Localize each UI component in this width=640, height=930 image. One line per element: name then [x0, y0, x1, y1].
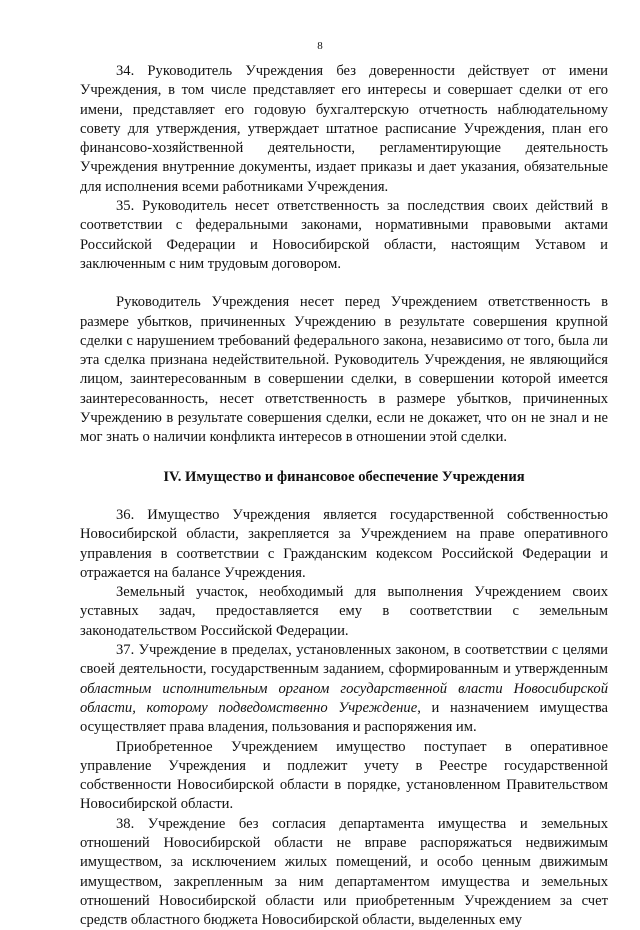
section-title: IV. Имущество и финансовое обеспечение Учреждения — [163, 468, 525, 485]
paragraph-37-italic: областным исполнительным органом государственной власти Новосибирской области, которому подведомственно Учреждение — [80, 680, 608, 716]
paragraph-36-land: Земельный участок, необходимый для выполнения Учреждением своих уставных задач, предоставляется ему в соответствии с земельным законодательством Российской Федерации. — [80, 584, 608, 639]
document-body — [80, 62, 608, 930]
paragraph-37-end: , и назначением имущества осуществляет права владения, пользования и распоряжения им. — [80, 699, 609, 736]
paragraph-34: 34. Руководитель Учреждения без доверенности действует от имени Учреждения, в том числе представляет его интересы и совершает сделки от его имени, представляет его годовую бухгалтерскую отчетность наблюдательному совету для утверждения, утверждает штатное расписание Учреждения, план его финансово-хозяйственной деятельности, регламентирующие деятельность Учреждения внутренние документы, издает приказы и дает указания, обязательные для исполнения всеми работниками Учреждения. — [80, 63, 608, 195]
paragraph-37 — [80, 641, 608, 737]
paragraph-35-liability: Руководитель Учреждения несет перед Учреждением ответственность в размере убытков, причиненных Учреждению в результате совершения крупной сделки с нарушением требований федерального закона, независимо от того, была ли эта сделка признана недействительной. Руководитель Учреждения, не являющийся лицом, заинтересованным в совершении сделки, в совершении которой имеется заинтересованность, несет ответственность в размере убытков, причиненных Учреждению в результате совершения сделки, если не докажет, что он не знал и не мог знать о наличии конфликта интересов в отношении этой сделки. — [80, 294, 608, 446]
page-number: 8 — [317, 40, 323, 52]
paragraph-35: 35. Руководитель несет ответственность за последствия своих действий в соответствии с федеральными законами, нормативными правовыми актами Российской Федерации и Новосибирской области, настоящим Уставом и заключенным с ним трудовым договором. — [80, 198, 608, 272]
paragraph-37-acquired: Приобретенное Учреждением имущество поступает в оперативное управление Учреждения и подлежит учету в Реестре государственной собственности Новосибирской области в порядке, установленном Правительством Новосибирской области. — [80, 738, 608, 813]
paragraph-36: 36. Имущество Учреждения является государственной собственностью Новосибирской области, закрепляется за Учреждением на праве оперативного управления в соответствии с Гражданским кодексом Российской Федерации и отражается на балансе Учреждения. — [80, 506, 608, 581]
paragraph-37-start: 37. Учреждение в пределах, установленных законом, в соответствии с целями своей деятельности, государственным заданием, сформированным и утвержденным — [80, 642, 608, 678]
paragraph-38: 38. Учреждение без согласия департамента имущества и земельных отношений Новосибирской области не вправе распоряжаться недвижимым имуществом, за исключением жилых помещений, и особо ценным движимым имуществом, закрепленным за ним департаментом имущества и земельных отношений Новосибирской области или приобретенным Учреждением за счет средств областного бюджета Новосибирской области, выделенных ему — [80, 815, 608, 929]
